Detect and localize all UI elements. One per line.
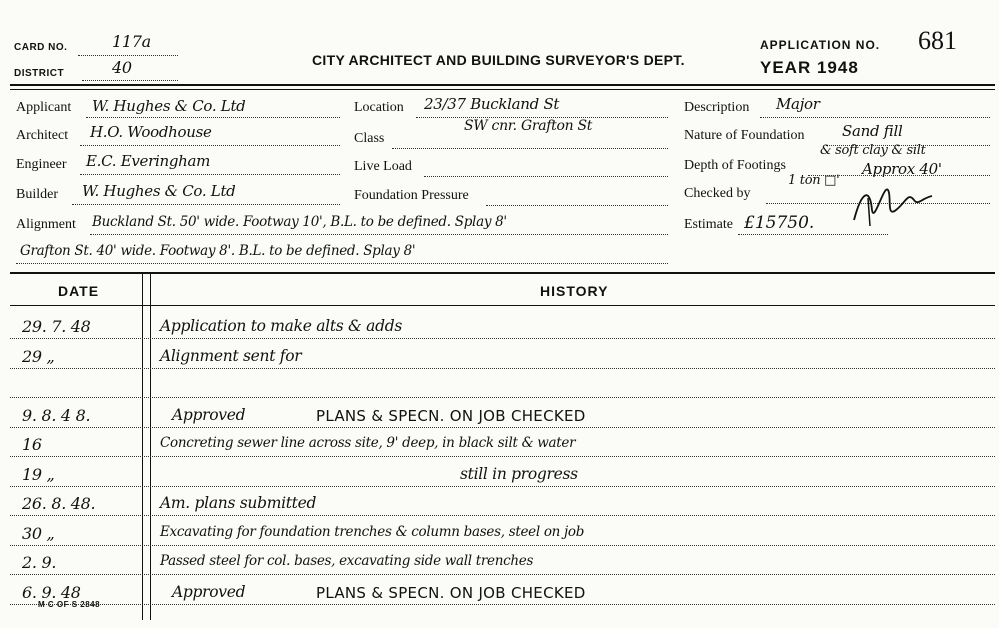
architect-value: H.O. Woodhouse xyxy=(90,123,212,141)
nature-foundation-label: Nature of Foundation xyxy=(684,128,805,143)
history-column-header: HISTORY xyxy=(540,283,609,299)
architect-label: Architect xyxy=(16,128,69,143)
history-entry: Passed steel for col. bases, excavating side wall trenches xyxy=(160,553,534,569)
location-value-2: SW cnr. Grafton St xyxy=(464,118,593,134)
engineer-value: E.C. Everingham xyxy=(86,152,211,170)
card-no-label: CARD NO. xyxy=(14,42,68,53)
nature-foundation-value: Sand fill xyxy=(842,122,903,140)
row-rule xyxy=(10,574,995,575)
alignment-label: Alignment xyxy=(16,217,76,232)
depth-footings-value: Approx 40' xyxy=(862,160,942,178)
history-entry: Am. plans submitted xyxy=(160,494,317,512)
row-rule xyxy=(10,338,995,339)
row-rule xyxy=(10,545,995,546)
history-date: 2. 9. xyxy=(22,553,57,572)
date-column-header: DATE xyxy=(58,283,100,299)
history-entry: Excavating for foundation trenches & column bases, steel on job xyxy=(160,523,585,540)
row-rule xyxy=(10,397,995,398)
row-rule xyxy=(10,368,995,369)
approval-stamp: PLANS & SPECN. ON JOB CHECKED xyxy=(316,406,586,425)
applicant-value: W. Hughes & Co. Ltd xyxy=(92,97,246,115)
approval-stamp: PLANS & SPECN. ON JOB CHECKED xyxy=(316,583,586,602)
history-date: 19 „ xyxy=(22,464,55,484)
estimate-value: £15750. xyxy=(744,213,815,233)
history-date: 26. 8. 48. xyxy=(22,494,96,513)
row-rule xyxy=(10,486,995,487)
district-value: 40 xyxy=(112,58,132,77)
form-code: M C OF S 2848 xyxy=(38,600,101,609)
history-entry: Alignment sent for xyxy=(160,346,302,365)
year-label: YEAR 1948 xyxy=(760,58,859,77)
history-entry: Approved xyxy=(172,405,246,424)
engineer-label: Engineer xyxy=(16,157,67,172)
history-entry: still in progress xyxy=(460,464,578,483)
description-label: Description xyxy=(684,100,750,115)
live-load-label: Live Load xyxy=(354,159,412,174)
history-date: 16 xyxy=(22,435,42,454)
location-label: Location xyxy=(354,100,404,115)
row-rule xyxy=(10,456,995,457)
builder-label: Builder xyxy=(16,187,58,202)
alignment-value-2: Grafton St. 40' wide. Footway 8'. B.L. to be defined. Splay 8' xyxy=(20,243,416,259)
application-no-label: APPLICATION NO. xyxy=(760,38,881,52)
checked-by-label: Checked by xyxy=(684,186,751,201)
history-date: 29 „ xyxy=(22,346,55,366)
estimate-label: Estimate xyxy=(684,217,733,232)
foundation-pressure-label: Foundation Pressure xyxy=(354,188,469,203)
card-no-value: 117a xyxy=(112,32,151,51)
signature-mark xyxy=(848,180,938,230)
description-value: Major xyxy=(776,95,820,113)
depth-footings-note: 1 ton □' xyxy=(788,173,840,188)
depth-footings-label: Depth of Footings xyxy=(684,158,786,173)
nature-foundation-value-2: & soft clay & silt xyxy=(820,143,926,158)
row-rule xyxy=(10,427,995,428)
application-no-value: 681 xyxy=(918,26,957,55)
history-entry: Approved xyxy=(172,582,246,601)
history-date: 9. 8. 4 8. xyxy=(22,405,91,425)
history-date: 6. 9. 48 xyxy=(22,582,81,602)
row-rule xyxy=(10,515,995,516)
district-label: DISTRICT xyxy=(14,68,65,79)
history-entry: Application to make alts & adds xyxy=(160,317,402,335)
department-title: CITY ARCHITECT AND BUILDING SURVEYOR'S DEPT. xyxy=(312,52,685,68)
history-date: 29. 7. 48 xyxy=(22,317,91,336)
alignment-value-1: Buckland St. 50' wide. Footway 10', B.L. to be defined. Splay 8' xyxy=(92,214,507,230)
history-entry: Concreting sewer line across site, 9' deep, in black silt & water xyxy=(160,435,576,451)
history-date: 30 „ xyxy=(22,523,55,543)
builder-value: W. Hughes & Co. Ltd xyxy=(82,182,236,200)
applicant-label: Applicant xyxy=(16,100,72,115)
location-value: 23/37 Buckland St xyxy=(424,95,560,113)
class-label: Class xyxy=(354,131,385,146)
row-rule xyxy=(10,604,995,605)
